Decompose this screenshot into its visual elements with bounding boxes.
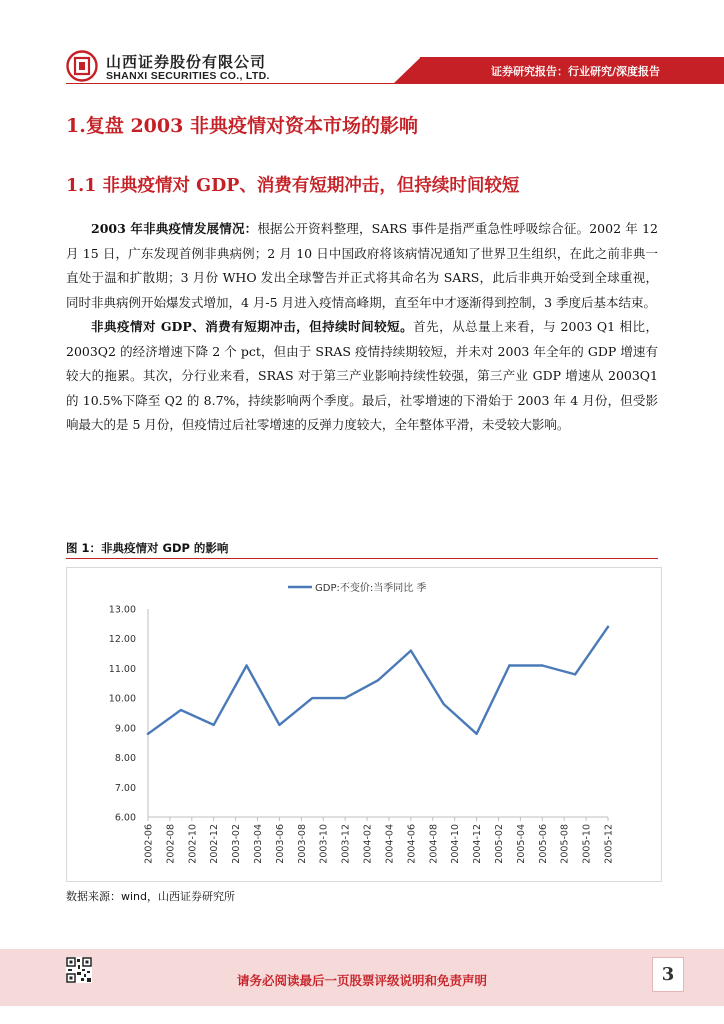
x-tick-label: 2005-04 — [515, 824, 527, 864]
x-tick-label: 2005-08 — [559, 824, 571, 864]
page-header — [0, 0, 724, 95]
x-tick-label: 2003-08 — [296, 824, 308, 864]
y-tick-label: 9.00 — [114, 723, 136, 735]
paragraph-lead: 非典疫情对 GDP、消费有短期冲击，但持续时间较短。 — [91, 319, 414, 334]
data-point — [213, 724, 215, 726]
y-tick-label: 10.00 — [108, 693, 136, 705]
x-tick-label: 2002-06 — [143, 824, 155, 864]
x-tick-label: 2004-02 — [362, 824, 374, 864]
report-type: 证券研究报告：行业研究/深度报告 — [490, 65, 660, 78]
chart-container — [66, 567, 662, 882]
data-point — [278, 724, 280, 726]
x-tick-label: 2004-08 — [428, 824, 440, 864]
page-number: 3 — [652, 957, 684, 992]
company-name-en: SHANXI SECURITIES CO., LTD. — [106, 70, 270, 82]
y-tick-label: 11.00 — [108, 663, 136, 675]
x-tick-label: 2003-04 — [253, 824, 265, 864]
paragraph-text: 首先，从总量上来看，与 2003 Q1 相比，2003Q2 的经济增速下降 2 个 pct，但由于 SRAS 疫情持续期较短，并未对 2003 年全年的 GDP 增速有较大的拖累。其次，分行业来看，SRAS 对于第三产业影响持续性较强，第三产业 GDP 增速从 2003Q1 的 10.5%下降至 Q2 的 8.7%，持续影响两个季度。最后，社零增速的下滑始于 2003 年 4 月份，但受影响最大的是 5 月份，但疫情过后社零增速的反弹力度较大，全年整体平滑，未受较大影响。 — [66, 319, 658, 432]
data-point — [574, 673, 576, 675]
header-bar-red — [420, 57, 724, 84]
header-bar-slant — [393, 57, 421, 84]
legend-label: GDP:不变价:当季同比 季 — [315, 583, 427, 594]
data-point — [245, 664, 247, 666]
data-point — [410, 649, 412, 651]
data-point — [541, 664, 543, 666]
figure-title: 图 1：非典疫情对 GDP 的影响 — [66, 541, 229, 555]
x-tick-label: 2004-12 — [472, 824, 484, 864]
y-tick-label: 7.00 — [114, 782, 136, 794]
x-tick-label: 2003-12 — [340, 824, 352, 864]
paragraph-text: 根据公开资料整理，SARS 事件是指严重急性呼吸综合征。2002 年 12 月 15 日，广东发现首例非典病例；2 月 10 日中国政府将该病情况通知了世界卫生组织，在此之前非典一直处于温和扩散期；3 月份 WHO 发出全球警告并正式将其命名为 SARS，此后非典开始受到全球重视，同时非典病例开始爆发式增加，4 月-5 月进入疫情高峰期，直至年中才逐渐得到控制，3 季度后基本结束。 — [66, 221, 658, 310]
x-tick-label: 2004-06 — [406, 824, 418, 864]
paragraph — [66, 217, 658, 315]
data-point — [607, 626, 609, 628]
x-tick-label: 2003-10 — [318, 824, 330, 864]
x-tick-label: 2005-02 — [493, 824, 505, 864]
y-tick-label: 13.00 — [108, 604, 136, 616]
x-tick-label: 2002-12 — [209, 824, 221, 864]
paragraph — [66, 315, 658, 438]
data-point — [344, 697, 346, 699]
gdp-line-chart — [66, 567, 662, 882]
x-tick-label: 2003-02 — [231, 824, 243, 864]
header-rule — [66, 83, 420, 84]
body-text — [66, 217, 658, 438]
data-point — [311, 697, 313, 699]
data-point — [443, 703, 445, 705]
subsection-title: 1.1 非典疫情对 GDP、消费有短期冲击，但持续时间较短 — [66, 176, 520, 196]
y-tick-label: 8.00 — [114, 753, 136, 765]
x-tick-label: 2002-10 — [187, 824, 199, 864]
figure-rule — [66, 558, 658, 559]
x-tick-label: 2004-04 — [384, 824, 396, 864]
disclaimer-notice: 请务必阅读最后一页股票评级说明和免责声明 — [236, 973, 487, 988]
x-tick-label: 2005-06 — [537, 824, 549, 864]
data-point — [180, 709, 182, 711]
data-point — [508, 664, 510, 666]
x-tick-label: 2002-08 — [165, 824, 177, 864]
paragraph-lead: 2003 年非典疫情发展情况： — [91, 221, 258, 236]
data-point — [475, 733, 477, 735]
x-tick-label: 2004-10 — [450, 824, 462, 864]
x-tick-label: 2003-06 — [274, 824, 286, 864]
header-bar — [0, 57, 724, 84]
x-tick-label: 2005-12 — [603, 824, 615, 864]
company-name-cn: 山西证券股份有限公司 — [106, 53, 267, 71]
y-tick-label: 12.00 — [108, 634, 136, 646]
y-tick-label: 6.00 — [114, 812, 136, 824]
x-tick-label: 2005-10 — [581, 824, 593, 864]
data-source: 数据来源：wind，山西证券研究所 — [66, 890, 236, 903]
data-point — [147, 733, 149, 735]
section-title: 1.复盘 2003 非典疫情对资本市场的影响 — [66, 115, 418, 137]
data-point — [377, 679, 379, 681]
